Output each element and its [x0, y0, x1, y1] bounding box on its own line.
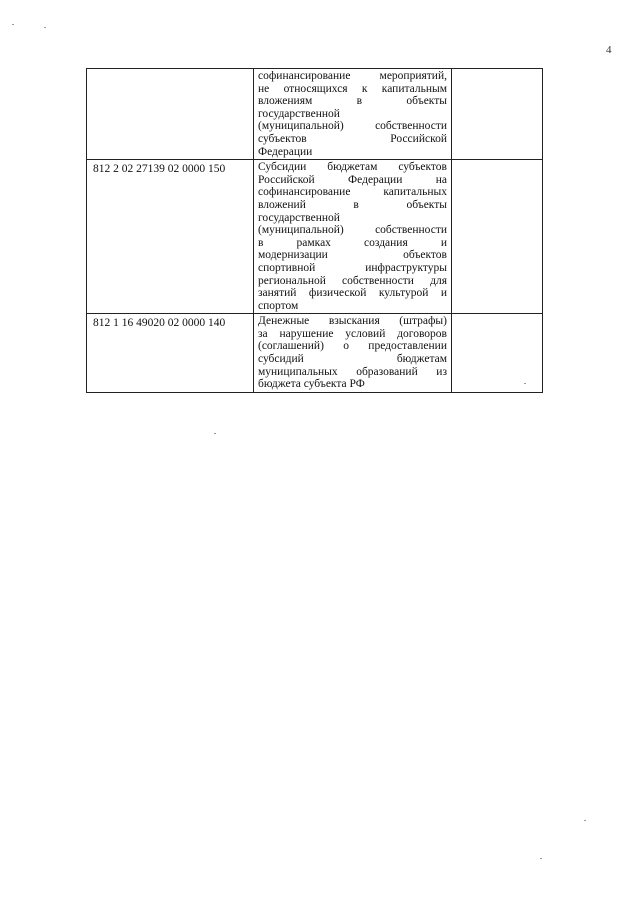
budget-code-cell: 812 1 16 49020 02 0000 140 — [87, 314, 254, 393]
name-text-line: субсидий бюджетам — [258, 353, 447, 366]
name-text-line: (соглашений) о предоставлении — [258, 340, 447, 353]
name-text-line: софинансирование мероприятий, — [258, 70, 447, 82]
name-text-line: вложений в объекты — [258, 198, 447, 211]
name-text-line: (муниципальной) собственности — [258, 224, 447, 237]
table-row — [87, 314, 543, 393]
page-number: 4 — [606, 44, 612, 56]
budget-code-cell: 812 2 02 27139 02 0000 150 — [87, 160, 254, 314]
name-text-line: занятий физической культурой и — [258, 287, 447, 300]
empty-cell — [452, 69, 543, 160]
table-row — [87, 160, 543, 314]
scan-speck — [214, 433, 216, 434]
name-text-line: Российской Федерации на — [258, 173, 447, 186]
empty-cell — [452, 314, 543, 393]
revenue-name-cell — [254, 160, 452, 314]
name-text-line: модернизации объектов — [258, 249, 447, 262]
name-text-line: не относящихся к капитальным — [258, 82, 447, 95]
table-row — [87, 69, 543, 160]
budget-classification-table — [86, 68, 543, 393]
name-text-line: Федерации — [258, 145, 313, 158]
name-text-line: государственной — [258, 107, 340, 120]
name-text-line: Субсидии бюджетам субъектов — [258, 161, 447, 174]
name-text-line: спортом — [258, 299, 299, 312]
scan-speck — [44, 27, 46, 28]
budget-code-cell — [87, 69, 254, 160]
scan-speck — [524, 383, 526, 384]
scan-speck — [12, 24, 14, 25]
empty-cell — [452, 160, 543, 314]
name-text-line: государственной — [258, 211, 340, 224]
scan-speck — [584, 820, 586, 821]
name-text-line: бюджета субъекта РФ — [258, 378, 365, 391]
name-text-line: субъектов Российской — [258, 132, 447, 145]
table-body — [87, 69, 543, 393]
name-text-line: Денежные взыскания (штрафы) — [258, 315, 447, 328]
revenue-name-cell — [254, 314, 452, 393]
name-text-line: вложениям в объекты — [258, 95, 447, 108]
name-text-line: региональной собственности для — [258, 274, 447, 287]
name-text-line: (муниципальной) собственности — [258, 120, 447, 133]
name-text-line: софинансирование капитальных — [258, 186, 447, 199]
name-text-line: муниципальных образований из — [258, 365, 447, 378]
name-text-line: за нарушение условий договоров — [258, 327, 447, 340]
name-text-line: спортивной инфраструктуры — [258, 261, 447, 274]
scan-speck — [540, 858, 542, 859]
name-text-line: в рамках создания и — [258, 236, 447, 249]
revenue-name-cell — [254, 69, 452, 160]
